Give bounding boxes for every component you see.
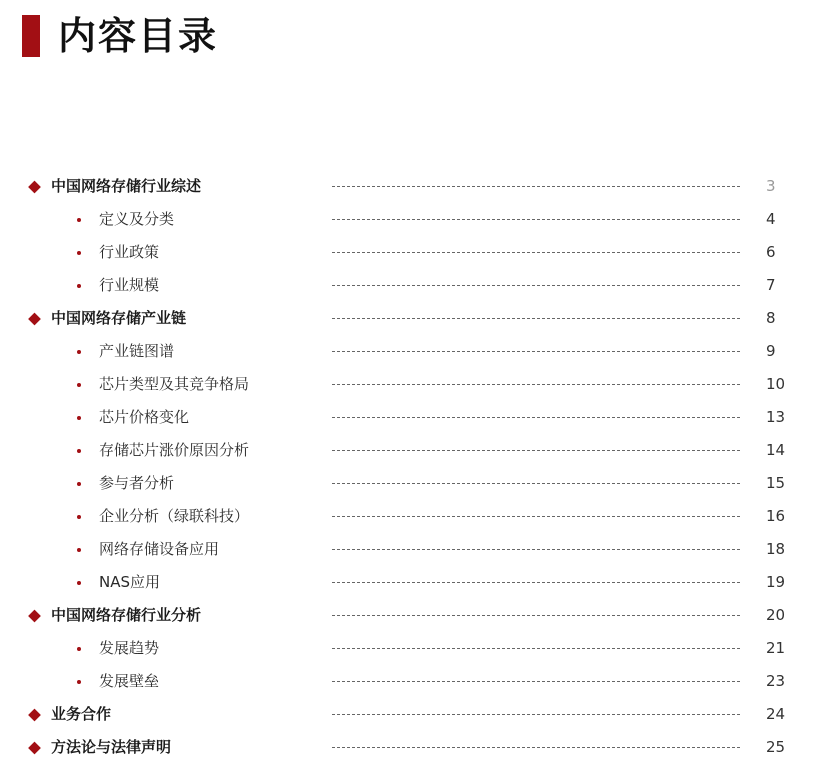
dotted-leader: [332, 582, 740, 583]
toc-subsection[interactable]: [0, 632, 818, 665]
toc-page-number: 21: [766, 639, 786, 657]
toc-subsection[interactable]: [0, 533, 818, 566]
toc-section-label: 中国网络存储行业分析: [51, 606, 202, 624]
diamond-bullet-icon: [28, 741, 41, 754]
toc-subsection[interactable]: [0, 467, 818, 500]
dotted-leader: [332, 681, 740, 682]
dot-bullet-icon: [77, 581, 81, 585]
toc-subsection-label: 发展趋势: [99, 639, 160, 657]
dotted-leader: [332, 648, 740, 649]
toc-section-label: 中国网络存储行业综述: [51, 177, 202, 195]
dotted-leader: [332, 516, 740, 517]
dotted-leader: [332, 252, 740, 253]
diamond-bullet-icon: [28, 708, 41, 721]
toc-page-number: 19: [766, 573, 786, 591]
toc-subsection[interactable]: [0, 401, 818, 434]
dot-bullet-icon: [77, 680, 81, 684]
dot-bullet-icon: [77, 383, 81, 387]
toc-section[interactable]: [0, 302, 818, 335]
dotted-leader: [332, 549, 740, 550]
toc-page-number: 10: [766, 375, 786, 393]
dot-bullet-icon: [77, 284, 81, 288]
toc-section[interactable]: [0, 599, 818, 632]
dot-bullet-icon: [77, 647, 81, 651]
toc-subsection[interactable]: [0, 434, 818, 467]
dotted-leader: [332, 186, 740, 187]
page-title: 内容目录: [58, 14, 219, 58]
toc-section-label: 中国网络存储产业链: [51, 309, 187, 327]
dotted-leader: [332, 483, 740, 484]
toc-subsection-label: 企业分析（绿联科技）: [99, 507, 250, 525]
page-header: [22, 14, 218, 58]
dotted-leader: [332, 747, 740, 748]
diamond-bullet-icon: [28, 180, 41, 193]
table-of-contents: [0, 170, 818, 764]
toc-section[interactable]: [0, 170, 818, 203]
toc-subsection-label: 芯片类型及其竞争格局: [99, 375, 250, 393]
toc-section-label: 方法论与法律声明: [51, 738, 172, 756]
toc-subsection[interactable]: [0, 368, 818, 401]
dot-bullet-icon: [77, 548, 81, 552]
toc-subsection-label: 网络存储设备应用: [99, 540, 220, 558]
toc-subsection[interactable]: [0, 500, 818, 533]
toc-subsection[interactable]: [0, 269, 818, 302]
toc-section-label: 业务合作: [51, 705, 112, 723]
toc-page-number: 23: [766, 672, 786, 690]
dotted-leader: [332, 615, 740, 616]
toc-subsection[interactable]: [0, 566, 818, 599]
toc-subsection[interactable]: [0, 335, 818, 368]
toc-page-number: 14: [766, 441, 786, 459]
dot-bullet-icon: [77, 350, 81, 354]
toc-page-number: 25: [766, 738, 786, 756]
diamond-bullet-icon: [28, 312, 41, 325]
toc-subsection-label: NAS应用: [99, 573, 161, 591]
toc-page-number: 6: [766, 243, 776, 261]
dot-bullet-icon: [77, 416, 81, 420]
dotted-leader: [332, 219, 740, 220]
dotted-leader: [332, 714, 740, 715]
toc-subsection[interactable]: [0, 665, 818, 698]
toc-subsection-label: 发展壁垒: [99, 672, 160, 690]
toc-subsection-label: 参与者分析: [99, 474, 175, 492]
toc-page-number: 18: [766, 540, 786, 558]
dotted-leader: [332, 285, 740, 286]
dot-bullet-icon: [77, 251, 81, 255]
toc-subsection-label: 行业政策: [99, 243, 160, 261]
toc-page-number: 9: [766, 342, 776, 360]
toc-page-number: 24: [766, 705, 786, 723]
toc-page-number: 4: [766, 210, 776, 228]
toc-subsection[interactable]: [0, 203, 818, 236]
toc-subsection-label: 产业链图谱: [99, 342, 175, 360]
toc-subsection[interactable]: [0, 236, 818, 269]
toc-subsection-label: 存储芯片涨价原因分析: [99, 441, 250, 459]
dot-bullet-icon: [77, 449, 81, 453]
toc-page-number: 15: [766, 474, 786, 492]
dotted-leader: [332, 417, 740, 418]
toc-page-number: 3: [766, 177, 776, 195]
toc-page-number: 20: [766, 606, 786, 624]
toc-subsection-label: 定义及分类: [99, 210, 175, 228]
dotted-leader: [332, 384, 740, 385]
dot-bullet-icon: [77, 218, 81, 222]
dotted-leader: [332, 351, 740, 352]
toc-page-number: 7: [766, 276, 776, 294]
dot-bullet-icon: [77, 515, 81, 519]
toc-section[interactable]: [0, 731, 818, 764]
dot-bullet-icon: [77, 482, 81, 486]
toc-subsection-label: 芯片价格变化: [99, 408, 190, 426]
toc-section[interactable]: [0, 698, 818, 731]
dotted-leader: [332, 318, 740, 319]
toc-page-number: 16: [766, 507, 786, 525]
dotted-leader: [332, 450, 740, 451]
toc-page-number: 8: [766, 309, 776, 327]
toc-page-number: 13: [766, 408, 786, 426]
title-accent-bar: [22, 15, 40, 57]
diamond-bullet-icon: [28, 609, 41, 622]
toc-subsection-label: 行业规模: [99, 276, 160, 294]
